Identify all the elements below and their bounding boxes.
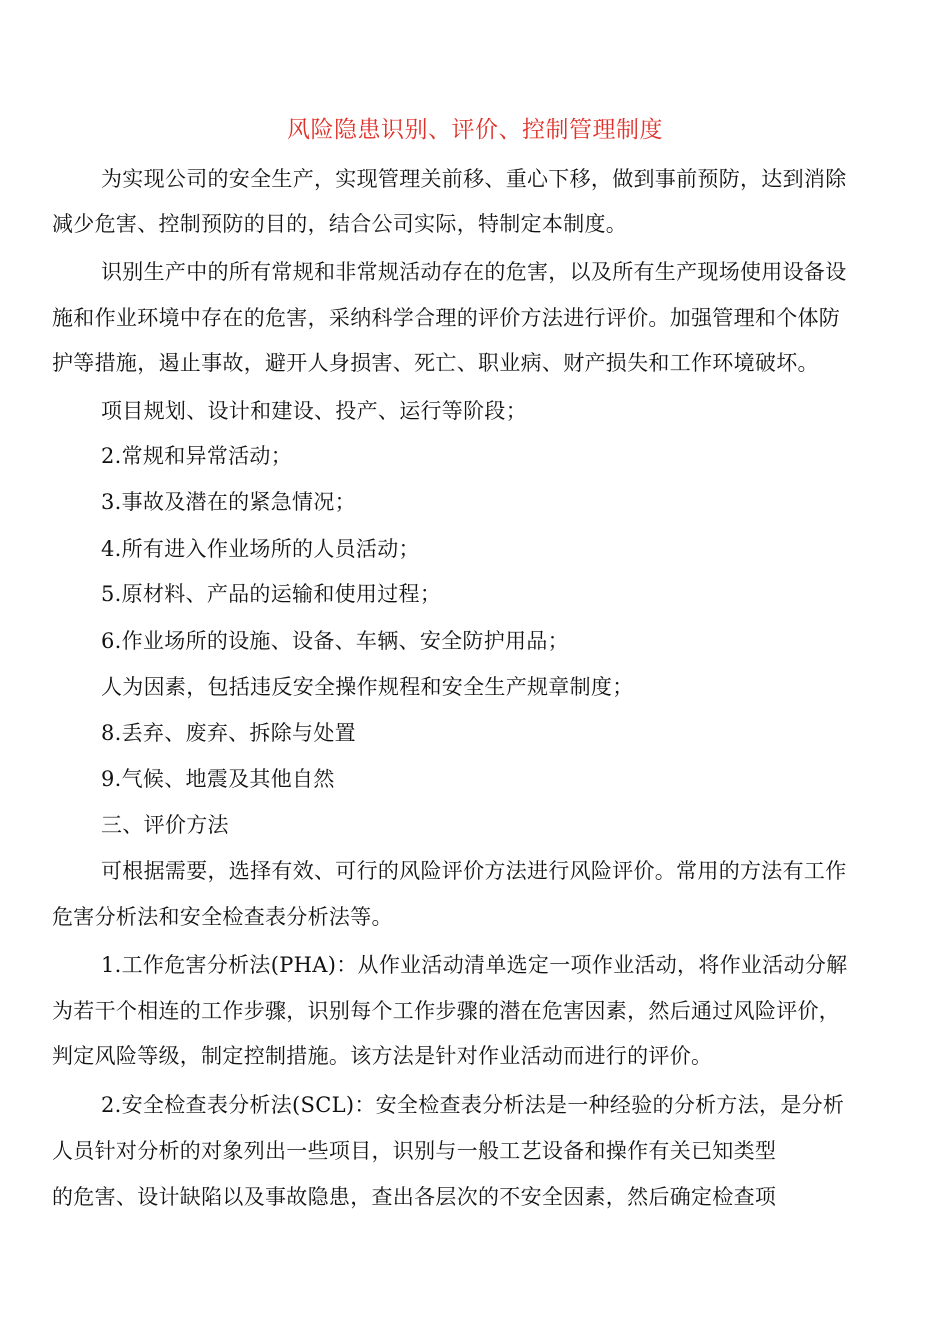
paragraph-line: 1.工作危害分析法(PHA)：从作业活动清单选定一项作业活动，将作业活动分解	[101, 953, 848, 977]
list-item: 5.原材料、产品的运输和使用过程；	[101, 582, 442, 606]
paragraph-line: 可根据需要，选择有效、可行的风险评价方法进行风险评价。常用的方法有工作	[101, 859, 847, 883]
section-heading: 三、评价方法	[101, 813, 229, 837]
list-item: 4.所有进入作业场所的人员活动；	[101, 537, 420, 561]
paragraph-line: 为实现公司的安全生产，实现管理关前移、重心下移，做到事前预防，达到消除	[101, 167, 847, 191]
list-item: 3.事故及潜在的紧急情况；	[101, 490, 356, 514]
list-item: 8.丢弃、废弃、拆除与处置	[101, 721, 356, 745]
paragraph-line: 人员针对分析的对象列出一些项目，识别与一般工艺设备和操作有关已知类型	[52, 1139, 777, 1163]
paragraph-line: 的危害、设计缺陷以及事故隐患，查出各层次的不安全因素，然后确定检查项	[52, 1185, 777, 1209]
paragraph-line: 护等措施，遏止事故，避开人身损害、死亡、职业病、财产损失和工作环境破坏。	[52, 351, 819, 375]
list-item: 项目规划、设计和建设、投产、运行等阶段；	[101, 399, 527, 423]
list-item: 2.常规和异常活动；	[101, 444, 293, 468]
list-item: 9.气候、地震及其他自然	[101, 767, 335, 791]
document-title: 风险隐患识别、评价、控制管理制度	[287, 117, 663, 143]
paragraph-line: 为若干个相连的工作步骤，识别每个工作步骤的潜在危害因素，然后通过风险评价，	[52, 999, 841, 1023]
paragraph-line: 2.安全检查表分析法(SCL)：安全检查表分析法是一种经验的分析方法，是分析	[101, 1093, 845, 1117]
paragraph-line: 判定风险等级，制定控制措施。该方法是针对作业活动而进行的评价。	[52, 1044, 713, 1068]
paragraph-line: 施和作业环境中存在的危害，采纳科学合理的评价方法进行评价。加强管理和个体防	[52, 306, 841, 330]
paragraph-line: 识别生产中的所有常规和非常规活动存在的危害，以及所有生产现场使用设备设	[101, 260, 847, 284]
paragraph-line: 危害分析法和安全检查表分析法等。	[52, 905, 393, 929]
paragraph-line: 减少危害、控制预防的目的，结合公司实际，特制定本制度。	[52, 212, 628, 236]
list-item: 人为因素，包括违反安全操作规程和安全生产规章制度；	[101, 675, 634, 699]
list-item: 6.作业场所的设施、设备、车辆、安全防护用品；	[101, 629, 569, 653]
